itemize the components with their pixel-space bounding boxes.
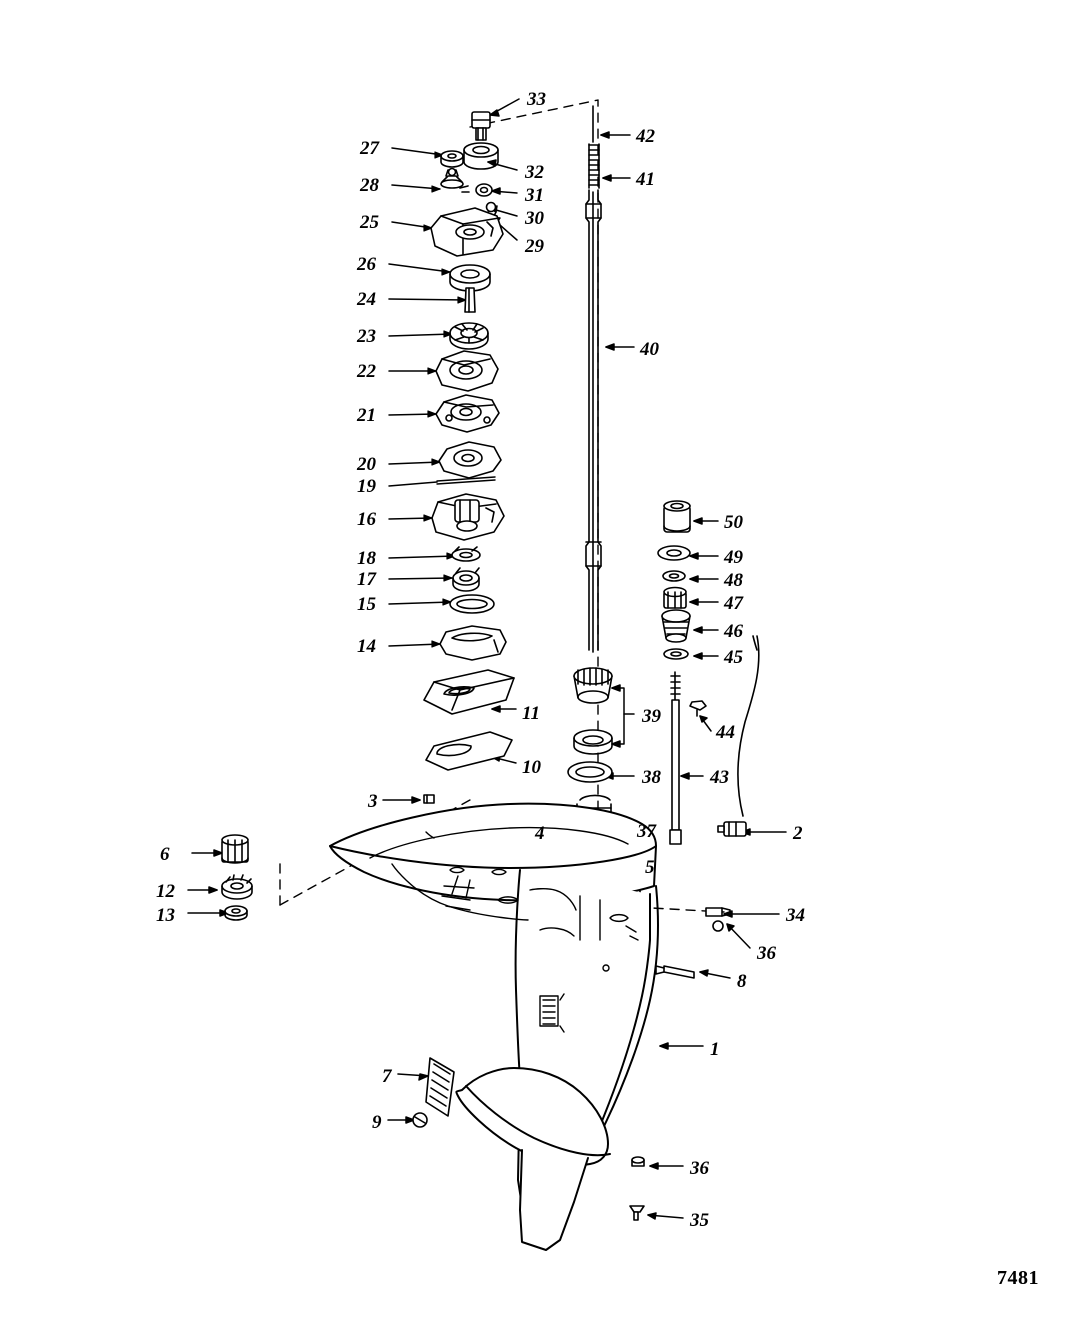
callout-3: 3 (368, 791, 378, 812)
callout-30: 30 (525, 208, 544, 229)
callout-6: 6 (160, 844, 170, 865)
callout-8: 8 (737, 971, 747, 992)
callout-7: 7 (382, 1066, 392, 1087)
callout-10: 10 (522, 757, 541, 778)
callout-5: 5 (645, 857, 655, 878)
callout-43: 43 (710, 767, 729, 788)
callout-16: 16 (357, 509, 376, 530)
callout-37: 37 (637, 821, 656, 842)
callout-42: 42 (636, 126, 655, 147)
callout-12: 12 (156, 881, 175, 902)
callout-35: 35 (690, 1210, 709, 1231)
callout-36-lower: 36 (690, 1158, 709, 1179)
callout-32: 32 (525, 162, 544, 183)
callout-50: 50 (724, 512, 743, 533)
callout-1: 1 (710, 1039, 720, 1060)
callout-13: 13 (156, 905, 175, 926)
callout-21: 21 (357, 405, 376, 426)
callout-39: 39 (642, 706, 661, 727)
callout-20: 20 (357, 454, 376, 475)
callout-31: 31 (525, 185, 544, 206)
callout-44: 44 (716, 722, 735, 743)
callout-2: 2 (793, 823, 803, 844)
callout-18: 18 (357, 548, 376, 569)
callout-14: 14 (357, 636, 376, 657)
callout-28: 28 (360, 175, 379, 196)
drawing-number: 7481 (997, 1267, 1039, 1289)
callout-47: 47 (724, 593, 743, 614)
callout-38: 38 (642, 767, 661, 788)
callout-46: 46 (724, 621, 743, 642)
callout-49: 49 (724, 547, 743, 568)
callout-40: 40 (640, 339, 659, 360)
callout-36-upper: 36 (757, 943, 776, 964)
callout-26: 26 (357, 254, 376, 275)
callout-15: 15 (357, 594, 376, 615)
callout-22: 22 (357, 361, 376, 382)
callout-23: 23 (357, 326, 376, 347)
callout-4: 4 (535, 823, 545, 844)
callout-45: 45 (724, 647, 743, 668)
callout-25: 25 (360, 212, 379, 233)
callout-17: 17 (357, 569, 376, 590)
callout-48: 48 (724, 570, 743, 591)
callout-27: 27 (360, 138, 379, 159)
callout-24: 24 (357, 289, 376, 310)
callout-9: 9 (372, 1112, 382, 1133)
callout-29: 29 (525, 236, 544, 257)
callout-33: 33 (527, 89, 546, 110)
callout-11: 11 (522, 703, 540, 724)
callout-41: 41 (636, 169, 655, 190)
callout-34: 34 (786, 905, 805, 926)
callout-19: 19 (357, 476, 376, 497)
